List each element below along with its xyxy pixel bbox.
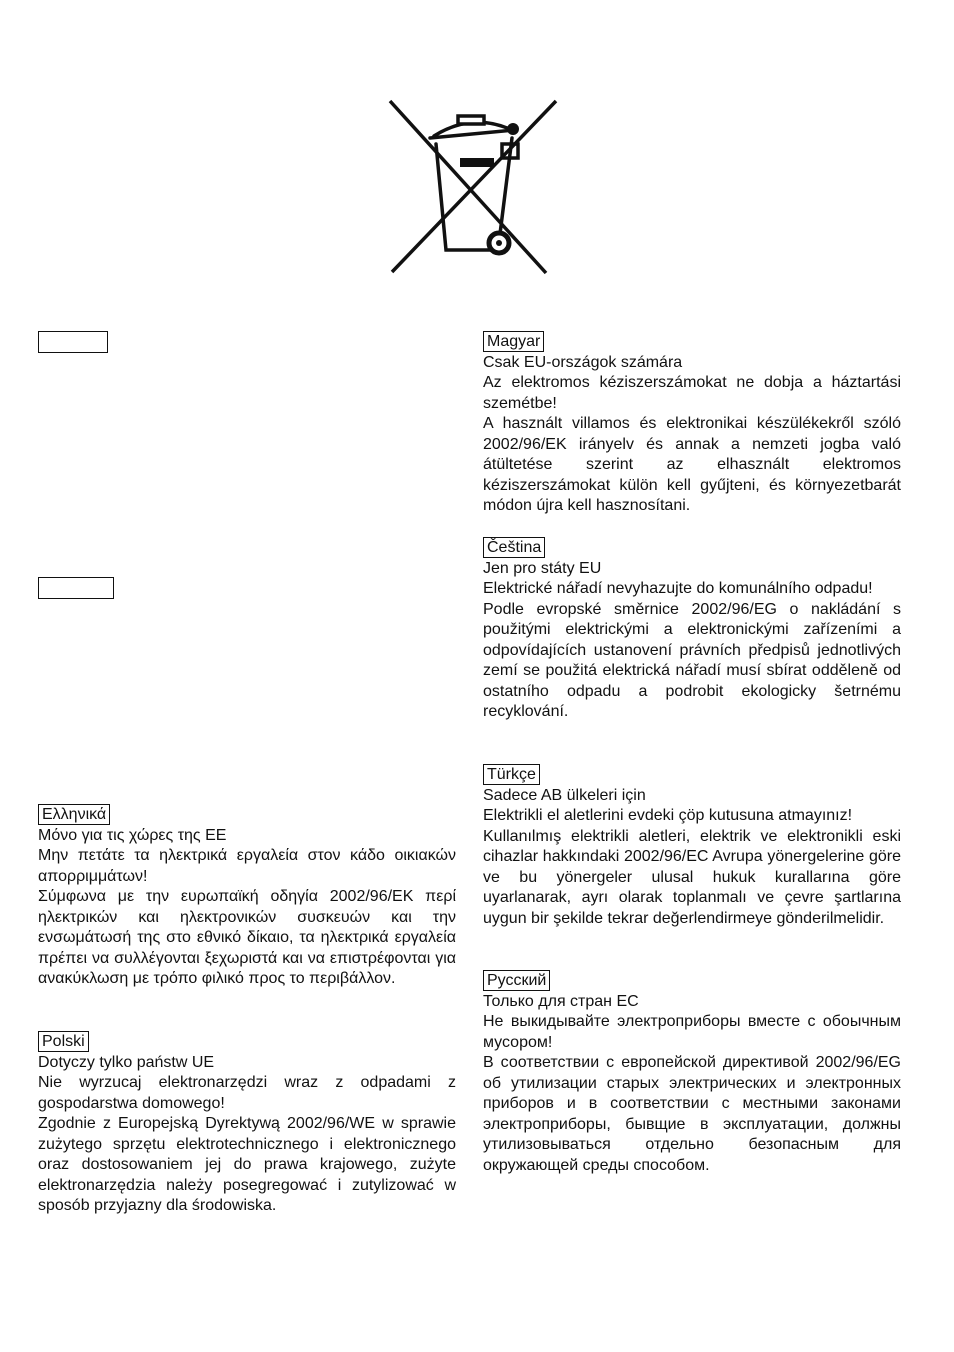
section-czech — [483, 537, 901, 723]
crossed-out-wheelie-bin-icon — [386, 98, 558, 276]
section-paragraph-2: Zgodnie z Europejską Dyrektywą 2002/96/WE w sprawie zużytego sprzętu elektrotechnicznego i elektronicznego oraz dostosowaniem jej do prawa krajowego, zużyte elektronarzędzia należy posegregować i zutylizować w sposób przyjazny dla środowiska. — [38, 1115, 456, 1214]
empty-language-box-2 — [38, 577, 114, 599]
section-paragraph-2: Σύμφωνα με την ευρωπαϊκή οδηγία 2002/96/ΕΚ περί ηλεκτρικών και ηλεκτρονικών συσκευών και την ενσωμάτωσή της στο εθνικό δίκαιο, τα ηλεκτρικά εργαλεία πρέπει να συλλέγονται ξεχωριστά και να επιστρέφονται για ανακύκλωση με τρόπο φιλικό προς το περιβάλλον. — [38, 888, 456, 987]
section-greek — [38, 804, 456, 990]
language-label: Русский — [483, 970, 550, 991]
section-paragraph-1: Az elektromos kéziszerszámokat ne dobja a háztartási szemétbe! — [483, 374, 901, 412]
language-label: Ελληνικά — [38, 804, 110, 825]
section-russian — [483, 970, 901, 1176]
section-subtitle: Μόνο για τις χώρες της ΕΕ — [38, 826, 227, 844]
language-label: Čeština — [483, 537, 545, 558]
section-paragraph-2: Kullanılmış elektrikli aletleri, elektrik ve elektronikli eski cihazlar hakkındaki 2002/96/EC Avrupa yönergelerine göre ve bu yönergeler ulusal hukuk kurallarına göre uyarlanarak, ayrı olarak toplanmalı ve çevre şartlarına uygun bir şekilde tekrar değerlendirmeye gönderilmelidir. — [483, 827, 901, 927]
section-polish — [38, 1031, 456, 1217]
empty-language-box-1 — [38, 331, 108, 353]
section-subtitle: Только для стран ЕС — [483, 992, 639, 1010]
language-label: Polski — [38, 1031, 89, 1052]
section-paragraph-1: Elektrické nářadí nevyhazujte do komunálního odpadu! — [483, 580, 873, 597]
section-paragraph-2: A használt villamos és elektronikai készülékekről szóló 2002/96/EK irányelv és annak a nemzeti jogba való átültetése szerint az elhasznált elektromos kéziszerszámokat külön kell gyűjteni, és környezetbarát módon újra kell hasznosítani. — [483, 415, 901, 514]
section-paragraph-1: Не выкидывайте электроприборы вместе с обоычным мусором! — [483, 1013, 901, 1051]
section-paragraph-1: Μην πετάτε τα ηλεκτρικά εργαλεία στον κάδο οικιακών απορριμμάτων! — [38, 847, 456, 885]
section-paragraph-2: Podle evropské směrnice 2002/96/EG o nakládání s použitými elektrickými a elektronickými zařízeními a odpovídajících ustanovení právních předpisů jednotlivých zemí se použitá elektrická nářadí musí sbírat odděleně od ostatního odpadu a podrobit ekologicky šetrnému recyklování. — [483, 600, 901, 720]
language-label: Türkçe — [483, 764, 540, 785]
section-turkish — [483, 764, 901, 929]
section-paragraph-2: В соответствии с европейской директивой 2002/96/EG об утилизации старых электрических и электронных приборов и в соответствии с местными законами электроприборы, бывщие в эксплуатации, должны утилизовываться отдельно безопасным для окружающей среды способом. — [483, 1054, 901, 1174]
section-subtitle: Csak EU-országok számára — [483, 353, 683, 371]
language-label: Magyar — [483, 331, 544, 352]
section-subtitle: Dotyczy tylko państw UE — [38, 1053, 215, 1071]
section-paragraph-1: Nie wyrzucaj elektronarzędzi wraz z odpadami z gospodarstwa domowego! — [38, 1074, 456, 1112]
section-hungarian — [483, 331, 901, 517]
section-paragraph-1: Elektrikli el aletlerini evdeki çöp kutusuna atmayınız! — [483, 807, 853, 824]
section-subtitle: Sadece AB ülkeleri için — [483, 786, 646, 804]
section-subtitle: Jen pro státy EU — [483, 559, 602, 577]
